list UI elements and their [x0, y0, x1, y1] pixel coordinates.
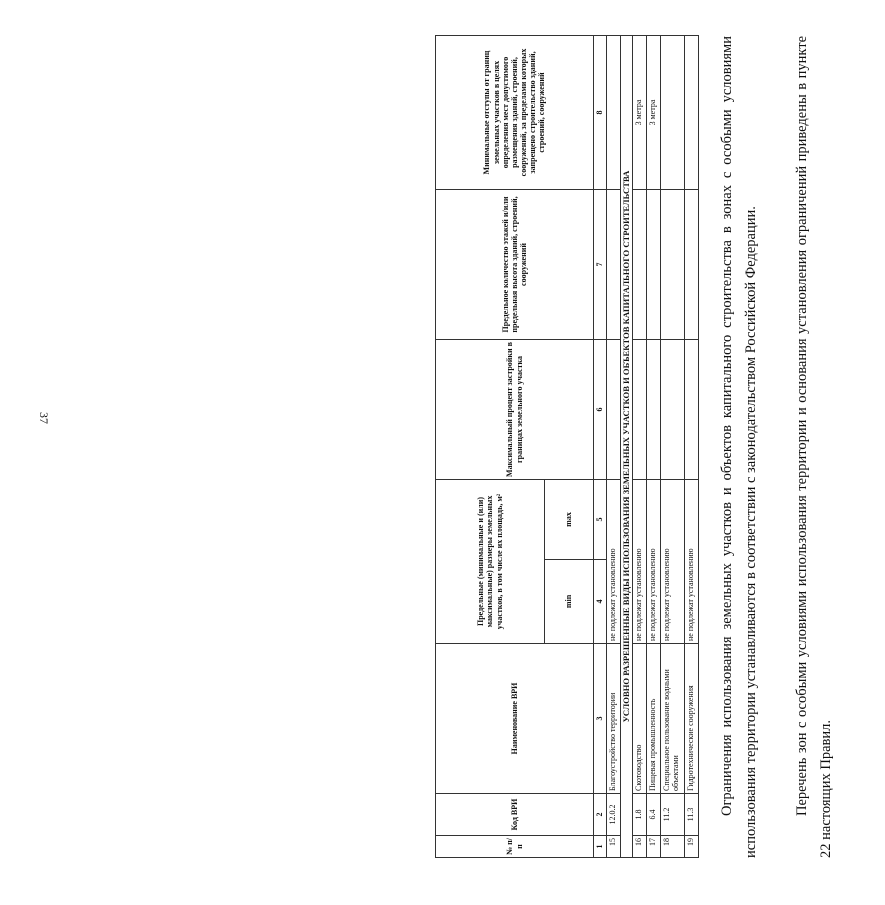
section-title: УСЛОВНО РАЗРЕШЕННЫЕ ВИДЫ ИСПОЛЬЗОВАНИЯ ЗЕМЕЛЬНЫХ УЧАСТКОВ И ОБЪЕКТОВ КАПИТАЛЬНОГО СТРОИТЕЛЬСТВА	[621, 36, 633, 858]
page-number: 37	[37, 412, 51, 424]
row-setback	[607, 36, 621, 190]
row-size: не подлежат установлению	[685, 480, 699, 644]
row-percent	[661, 340, 685, 480]
header-size-group: Предельные (минимальные и (или) максимальные) размеры земельных участков, в том числе их площадь, м²	[436, 480, 545, 644]
restrictions-paragraph: Ограничения использования земельных участков и объектов капитального строительства в зонах с особыми условиями использования территории устанавливаются в соответствии с законодательством Российской Федерации.	[719, 36, 759, 858]
table-row	[685, 36, 699, 858]
header-name: Наименование ВРИ	[436, 644, 594, 794]
row-setback	[661, 36, 685, 190]
row-floors	[607, 190, 621, 340]
row-code: 1.8	[633, 794, 647, 836]
row-floors	[685, 190, 699, 340]
row-percent	[607, 340, 621, 480]
row-num: 15	[607, 836, 621, 858]
row-name: Специальное пользование водными объектами	[661, 644, 685, 794]
row-name: Гидротехнические сооружения	[685, 644, 699, 794]
row-code: 11.3	[685, 794, 699, 836]
row-name: Скотоводство	[633, 644, 647, 794]
row-name: Пищевая промышленность	[647, 644, 661, 794]
table-row	[661, 36, 685, 858]
column-number: 3	[594, 644, 607, 794]
row-code: 12.0.2	[607, 794, 621, 836]
row-num: 17	[647, 836, 661, 858]
header-size-max: max	[545, 480, 594, 560]
row-num: 19	[685, 836, 699, 858]
row-size: не подлежат установлению	[647, 480, 661, 644]
row-size: не подлежат установлению	[607, 480, 621, 644]
row-percent	[647, 340, 661, 480]
row-name: Благоустройство территории	[607, 644, 621, 794]
header-num: № п/п	[436, 836, 594, 858]
row-setback	[685, 36, 699, 190]
row-setback: 3 метра	[633, 36, 647, 190]
row-code: 6.4	[647, 794, 661, 836]
row-floors	[647, 190, 661, 340]
row-num: 18	[661, 836, 685, 858]
column-number-row	[594, 36, 607, 858]
zones-list-paragraph: Перечень зон с особыми условиями использования территории и основания установления ограничений приведены в пункте 22 настоящих Правил.	[794, 36, 834, 858]
rotated-page-content	[435, 20, 885, 880]
column-number: 5	[594, 480, 607, 560]
row-code: 11.2	[661, 794, 685, 836]
header-size-min: min	[545, 560, 594, 644]
column-number: 7	[594, 190, 607, 340]
row-size: не подлежат установлению	[661, 480, 685, 644]
column-number: 4	[594, 560, 607, 644]
header-max-percent: Максимальный процент застройки в границах земельного участка	[436, 340, 594, 480]
table-row	[647, 36, 661, 858]
row-size: не подлежат установлению	[633, 480, 647, 644]
row-floors	[633, 190, 647, 340]
row-setback: 3 метра	[647, 36, 661, 190]
section-row	[621, 36, 633, 858]
column-number: 1	[594, 836, 607, 858]
column-number: 8	[594, 36, 607, 190]
row-num: 16	[633, 836, 647, 858]
header-floors: Предельное количество этажей и/или предельная высота зданий, строений, сооружений	[436, 190, 594, 340]
header-row	[436, 36, 545, 858]
row-percent	[685, 340, 699, 480]
header-setbacks: Минимальные отступы от границ земельных участков в целях определения мест допустимого размещения зданий, строений, сооружений, за пределами которых запрещено строительство зданий, строений, сооружений	[436, 36, 594, 190]
header-code: Код ВРИ	[436, 794, 594, 836]
table-row	[633, 36, 647, 858]
table-row	[607, 36, 621, 858]
column-number: 2	[594, 794, 607, 836]
row-percent	[633, 340, 647, 480]
row-floors	[661, 190, 685, 340]
column-number: 6	[594, 340, 607, 480]
regulations-table	[435, 35, 699, 858]
